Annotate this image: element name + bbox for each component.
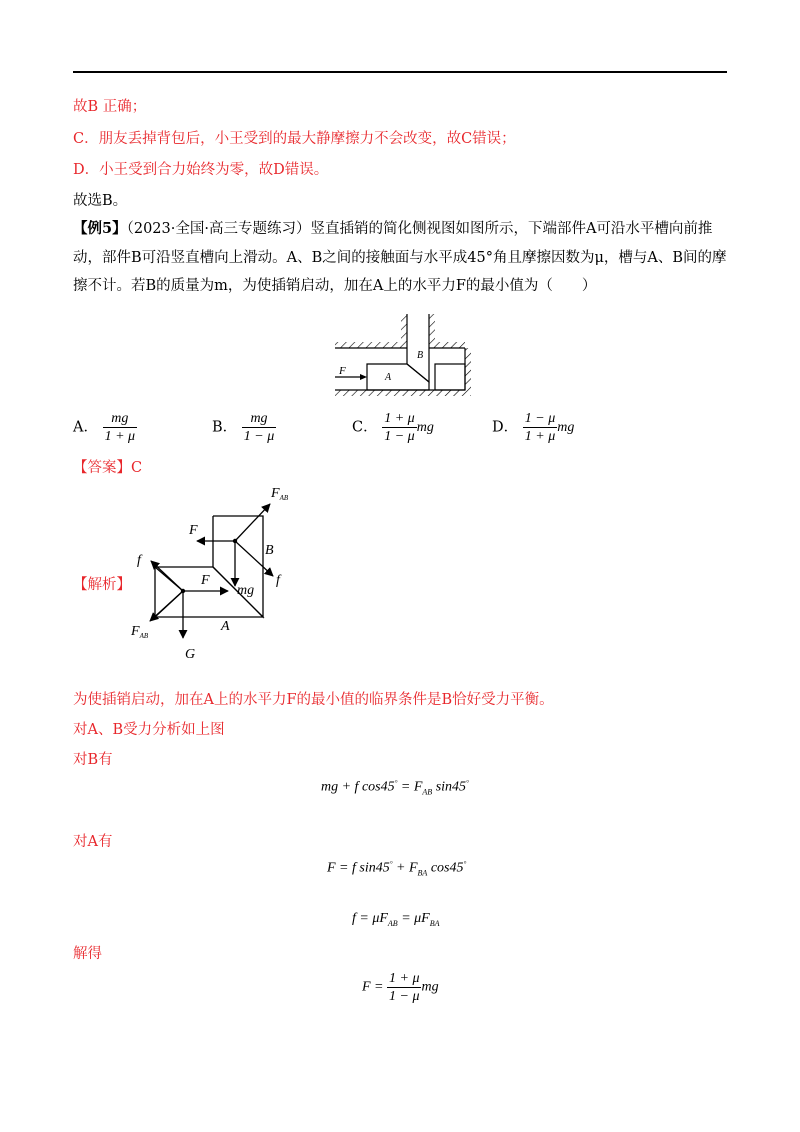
solution-line-4: 对A有 — [73, 834, 113, 850]
label-f-middle: F — [201, 573, 210, 588]
choice-b-fraction: $\frac{mg}{1 - \mu}$ — [243, 411, 275, 444]
force-diagram — [125, 484, 300, 664]
text-line-2: C．朋友丢掉背包后，小王受到的最大静摩擦力不会改变，故C错误； — [73, 131, 516, 147]
solution-line-1: 为使插销启动，加在A上的水平力F的最小值的临界条件是B恰好受力平衡。 — [73, 692, 554, 708]
equation-2: F = f $\sin 45^\circ + F_{BA}$ cos45° — [327, 860, 467, 878]
latch-diagram — [325, 312, 475, 404]
figure1-label-b: B — [417, 350, 424, 361]
label-f-top: F — [189, 523, 198, 538]
choice-a-label: A． — [73, 419, 98, 436]
solution-line-5: 解得 — [73, 946, 102, 962]
label-fab-top: $F_{AB}$ — [271, 486, 289, 502]
question-tag: 【例5】 — [73, 220, 127, 237]
label-mg: mg — [237, 583, 255, 598]
label-f-small-left: f — [137, 553, 141, 568]
text-line-4: 故选B。 — [73, 193, 128, 209]
label-fab-bottom: $F_{AB}$ — [131, 624, 149, 640]
solution-line-3: 对B有 — [73, 752, 113, 768]
question-paragraph — [73, 215, 729, 301]
text-line-1: 故B 正确； — [73, 99, 147, 115]
label-f-right: f — [276, 573, 280, 588]
choice-a[interactable] — [73, 410, 137, 445]
solution-line-2: 对A、B受力分析如上图 — [73, 722, 225, 738]
choice-a-fraction: $\frac{mg}{1 + \mu}$ — [104, 411, 136, 444]
figure1-label-a: A — [385, 372, 392, 383]
figure1-label-f: F — [339, 365, 346, 377]
label-g: G — [185, 647, 196, 662]
equation-4: F = $\frac{1 + \mu}{1 - \mu}$ mg — [362, 971, 439, 1004]
choice-d-label: D． — [492, 419, 519, 436]
analysis-tag: 【解析】 — [73, 577, 131, 593]
label-a: A — [221, 619, 230, 634]
choice-c-label: C． — [352, 419, 378, 436]
choice-b-label: B． — [212, 419, 238, 436]
equation-3: $f = \mu F_{AB} = \mu F_{BA}$ — [352, 911, 440, 928]
label-b: B — [265, 543, 274, 558]
choice-d[interactable]: D． $\frac{1 - \mu}{1 + \mu}$ mg — [492, 411, 575, 444]
header-rule — [73, 71, 727, 73]
choice-c[interactable]: C． $\frac{1 + \mu}{1 - \mu}$ mg — [352, 411, 434, 444]
choice-b[interactable] — [212, 410, 276, 445]
choice-c-fraction: $\frac{1 + \mu}{1 - \mu}$ — [384, 411, 415, 444]
answer-line: 【答案】C — [73, 460, 143, 476]
question-text: （2023·全国·高三专题练习）竖直插销的简化侧视图如图所示，下端部件A可沿水平槽向前推动，部件B可沿竖直槽向上滑动。A、B之间的接触面与水平成45°角且摩擦因数为μ，槽与A、B间的摩擦不计。若B的质量为m，为使插销启动，加在A上的水平力F的最小值为（ ） — [73, 221, 727, 294]
choice-d-fraction: $\frac{1 - \mu}{1 + \mu}$ — [524, 411, 556, 444]
text-line-3: D．小王受到合力始终为零，故D错误。 — [73, 162, 329, 178]
equation-1: mg + f $\cos 45^\circ = F_{AB}$ sin45° — [321, 779, 469, 797]
